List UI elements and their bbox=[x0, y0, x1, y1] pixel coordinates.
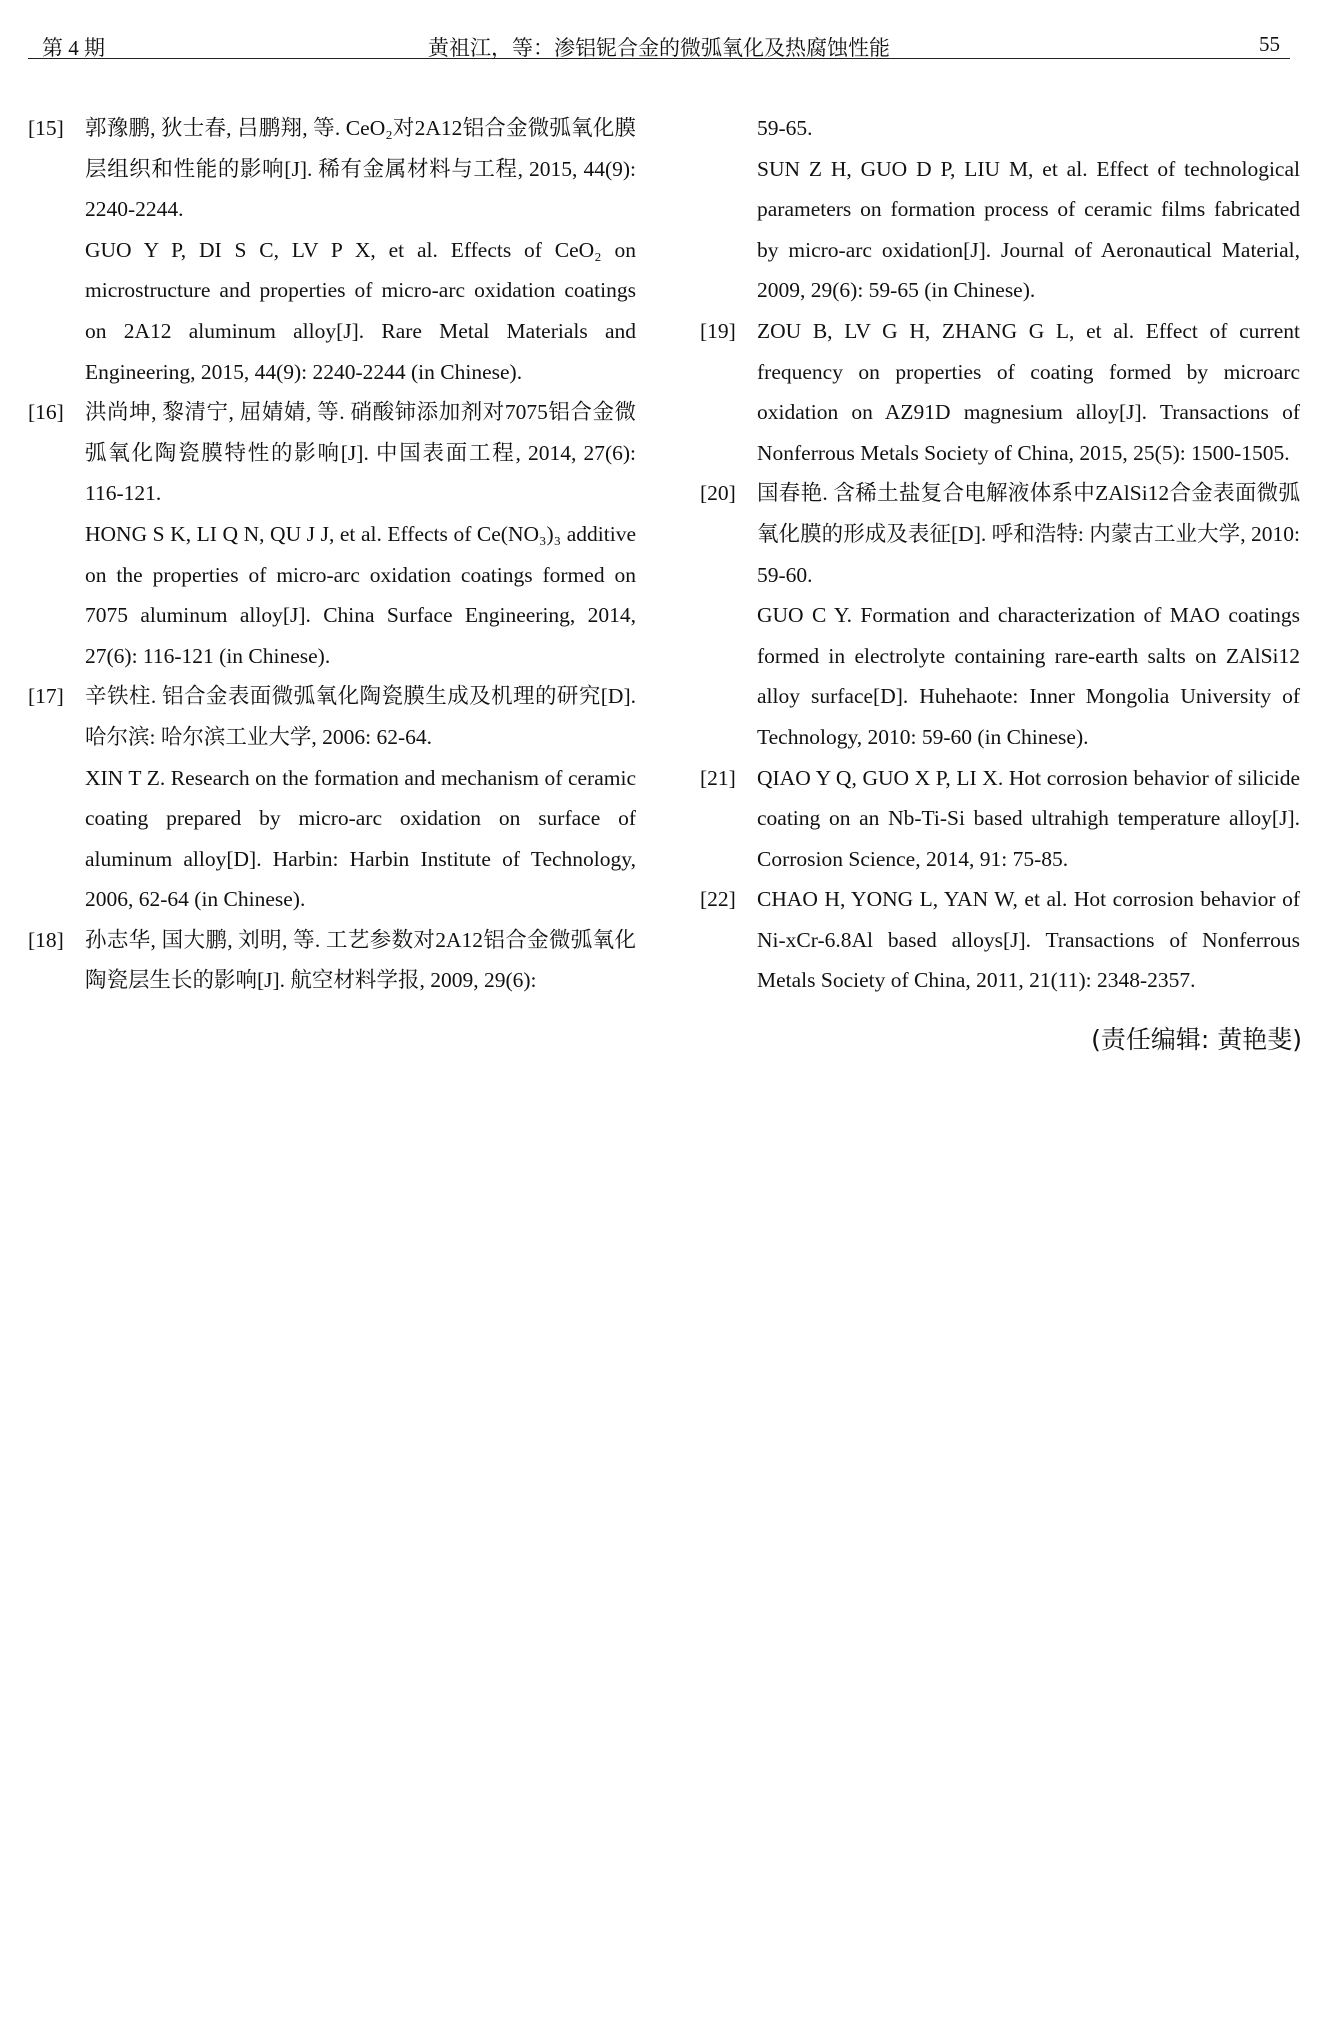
reference-english: HONG S K, LI Q N, QU J J, et al. Effects of Ce(NO₃)₃ additive on the properties of micro-arc oxidation coatings formed on 7075 aluminum alloy[J]. China Surface Engineering, 2014, 27(6): 116-121 (in Chinese). bbox=[85, 521, 636, 668]
reference-number: [16] bbox=[28, 400, 64, 425]
reference-18-continuation bbox=[700, 108, 1300, 311]
reference-number: [17] bbox=[28, 684, 64, 709]
reference-19 bbox=[700, 311, 1300, 473]
reference-english: ZOU B, LV G H, ZHANG G L, et al. Effect of current frequency on properties of coating formed by microarc oxidation on AZ91D magnesium alloy[J]. Transactions of Nonferrous Metals Society of China, 2015, 25(5): 1500-1505. bbox=[757, 318, 1300, 465]
reference-chinese: 郭豫鹏, 狄士春, 吕鹏翔, 等. CeO₂对2A12铝合金微弧氧化膜层组织和性能的影响[J]. 稀有金属材料与工程, 2015, 44(9): 2240-2244. bbox=[85, 116, 636, 222]
reference-number: [15] bbox=[28, 116, 64, 140]
running-title: 黄祖江，等：渗铝铌合金的微弧氧化及热腐蚀性能 bbox=[428, 36, 890, 60]
reference-english: GUO Y P, DI S C, LV P X, et al. Effects of CeO₂ on microstructure and properties of micro-arc oxidation coatings on 2A12 aluminum alloy[J]. Rare Metal Materials and Engineering, 2015, 44(9): 2240-2244 (in Chinese). bbox=[85, 237, 636, 384]
reference-22 bbox=[700, 879, 1300, 1001]
reference-english: SUN Z H, GUO D P, LIU M, et al. Effect of technological parameters on formation process of ceramic films fabricated by micro-arc oxidation[J]. Journal of Aeronautical Material, 2009, 29(6): 59-65 (in Chinese). bbox=[757, 156, 1300, 303]
references-right-column bbox=[700, 108, 1300, 1001]
reference-english: QIAO Y Q, GUO X P, LI X. Hot corrosion behavior of silicide coating on an Nb-Ti-Si based ultrahigh temperature alloy[J]. Corrosion Science, 2014, 91: 75-85. bbox=[757, 765, 1300, 871]
reference-number: [22] bbox=[700, 887, 736, 912]
page-number: 55 bbox=[1259, 32, 1280, 56]
references-left-column bbox=[28, 108, 636, 1001]
reference-21 bbox=[700, 758, 1300, 880]
reference-20 bbox=[700, 473, 1300, 757]
reference-number: [18] bbox=[28, 927, 64, 952]
reference-number: [20] bbox=[700, 481, 736, 506]
reference-16 bbox=[28, 392, 636, 676]
reference-chinese-tail: 59-65. bbox=[757, 116, 813, 140]
reference-15 bbox=[28, 108, 636, 392]
issue-number: 第 4 期 bbox=[42, 36, 105, 60]
reference-18 bbox=[28, 920, 636, 1001]
reference-chinese: 洪尚坤, 黎清宁, 屈婧婧, 等. 硝酸铈添加剂对7075铝合金微弧氧化陶瓷膜特性的影响[J]. 中国表面工程, 2014, 27(6): 116-121. bbox=[85, 400, 636, 506]
responsible-editor: (责任编辑: 黄艳斐) bbox=[1091, 1025, 1302, 1054]
reference-chinese: 辛铁柱. 铝合金表面微弧氧化陶瓷膜生成及机理的研究[D]. 哈尔滨: 哈尔滨工业大学, 2006: 62-64. bbox=[85, 684, 636, 749]
reference-english: XIN T Z. Research on the formation and mechanism of ceramic coating prepared by micro-arc oxidation on surface of aluminum alloy[D]. Harbin: Harbin Institute of Technology, 2006, 62-64 (in Chinese). bbox=[85, 765, 636, 912]
reference-17 bbox=[28, 676, 636, 920]
reference-english: GUO C Y. Formation and characterization of MAO coatings formed in electrolyte containing rare-earth salts on ZAlSi12 alloy surface[D]. Huhehaote: Inner Mongolia University of Technology, 2010: 59-60 (in Chinese). bbox=[757, 603, 1300, 749]
running-header bbox=[28, 26, 1290, 59]
reference-number: [19] bbox=[700, 318, 736, 343]
reference-chinese: 国春艳. 含稀土盐复合电解液体系中ZAlSi12合金表面微弧氧化膜的形成及表征[D]. 呼和浩特: 内蒙古工业大学, 2010: 59-60. bbox=[757, 481, 1300, 587]
reference-chinese: 孙志华, 国大鹏, 刘明, 等. 工艺参数对2A12铝合金微弧氧化陶瓷层生长的影响[J]. 航空材料学报, 2009, 29(6): bbox=[85, 927, 636, 993]
reference-number: [21] bbox=[700, 765, 736, 790]
reference-english: CHAO H, YONG L, YAN W, et al. Hot corrosion behavior of Ni-xCr-6.8Al based alloys[J]. Transactions of Nonferrous Metals Society of China, 2011, 21(11): 2348-2357. bbox=[757, 887, 1300, 993]
